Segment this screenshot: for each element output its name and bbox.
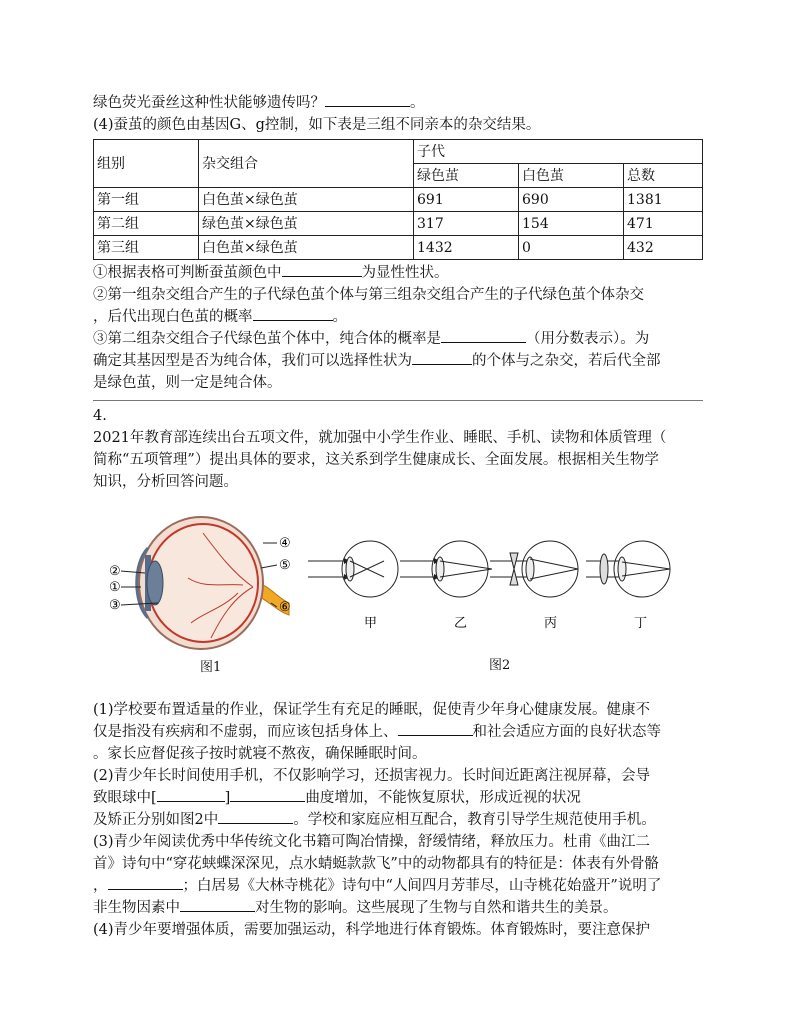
label-jia: 甲 [364,616,378,631]
answer-blank[interactable] [398,721,473,736]
answer-blank[interactable] [253,306,333,321]
q3-sub1: ①根据表格可判断蚕茧颜色中 为显性性状。 [93,262,703,284]
q4-part2: (2)青少年长时间使用手机，不仅影响学习，还损害视力。长时间近距离注视屏幕，会导 [93,768,651,784]
cross-result-table [93,139,703,260]
answer-blank[interactable] [325,92,410,107]
answer-blank[interactable] [157,787,225,802]
leader-line [261,565,277,568]
vision-correction-figure [308,535,678,645]
diagram-jia [308,541,398,597]
marker-3: ③ [109,598,121,613]
header-cross: 杂交组合 [199,140,414,188]
answer-blank[interactable] [230,787,305,802]
q4-part3: (3)青少年阅读优秀中华传统文化书籍可陶冶情操，舒缓情绪，释放压力。杜甫《曲江二 [93,834,651,850]
table-row: 第二组 绿色茧×绿色茧 317 154 471 [94,212,703,236]
header-offspring: 子代 [414,140,703,164]
retina-shape [148,524,258,642]
diagram-bing [490,541,578,597]
q4-number: 4. [93,408,107,424]
marker-5: ⑤ [279,558,291,573]
q4-part1: (1)学校要布置适量的作业，保证学生有充足的睡眠，促使青少年身心健康发展。健康不 [93,702,651,718]
marker-6: ⑥ [279,600,291,615]
header-group: 组别 [94,140,199,188]
label-yi: 乙 [454,616,468,631]
answer-blank[interactable] [282,262,362,277]
table-row: 第三组 白色茧×绿色茧 1432 0 432 [94,236,703,260]
answer-blank[interactable] [218,809,293,824]
marker-4: ④ [279,536,291,551]
answer-blank[interactable] [180,897,255,912]
answer-blank[interactable] [108,875,183,890]
marker-1: ① [109,580,121,595]
diagram-yi [400,541,492,597]
q4-part4: (4)青少年要增强体质，需要加强运动，科学地进行体育锻炼。体育锻炼时，要注意保护 [93,922,651,938]
question-divider [93,400,703,401]
figure1-caption: 图1 [200,660,222,675]
q3-sub2: ②第一组杂交组合产生的子代绿色茧个体与第三组杂交组合产生的子代绿色茧个体杂交 [93,287,644,303]
q3-line2: (4)蚕茧的颜色由基因G、g控制，如下表是三组不同亲本的杂交结果。 [93,117,541,133]
answer-blank[interactable] [441,328,526,343]
q4-intro: 2021年教育部连续出台五项文件，就加强中小学生作业、睡眠、手机、读物和体质管理（ [93,430,667,446]
label-bing: 丙 [544,616,558,631]
lens-shape [147,561,163,605]
header-total: 总数 [624,164,703,188]
figure2-caption: 图2 [489,658,511,673]
q3-line1: 绿色荧光蚕丝这种性状能够遗传吗？ 。 [93,92,703,114]
figures [93,497,703,697]
q3-sub3: ③第二组杂交组合子代绿色茧个体中，纯合体的概率是 （用分数表示）。为 [93,328,703,350]
header-white: 白色茧 [519,164,624,188]
answer-blank[interactable] [412,350,472,365]
diagram-ding [586,541,670,597]
table-row: 第一组 白色茧×绿色茧 691 690 1381 [94,188,703,212]
label-ding: 丁 [634,616,648,631]
worksheet: 绿色荧光蚕丝这种性状能够遗传吗？ 。 (4)蚕茧的颜色由基因G、g控制，如下表是三组不同亲本的杂交结果。 组别 杂交组合 子代 绿色茧 白色茧 总数 第一组 白色茧×绿色茧 691 690 1381 第二组 绿色茧×绿色茧 317 154 471 第三组 白色茧×绿色茧 1432 0 432 ①根据表格可判断蚕茧颜色中 为显性性状。 ②第一组杂交组合产生的子代绿色茧个体与第三组杂交组合产生的子代绿色茧个体杂交 ，后代出现白色茧的概率 。 ③第二组杂交组合子代绿色茧个体中，纯合体的概率是 （用分数表示）。为 确定其基因型是否为纯合体，我们可以选择性状为 的个体与之杂交，若后代全部 是绿色茧，则一定是纯合体。 4. 2021年教育部连续出台五项文件，就加强中小学生作业、睡眠、手机、读物和体质管理（ 简称“五项管理”）提出具体的要求，这关系到学生健康成长、全面发展。根据相关生物学 知识，分析回答问题。 ② ① ③ ④ ⑤ ⑥ 甲 乙 丙 丁 图1 图2 (1)学校要布置适量的作业，保证学生有充足的睡眠，促使青少年身心健康发展。健康不 仅是指没有疾病和不虚弱，而应该包括身体上、 和社会适应方面的良好状态等 。家长应督促孩子按时就寝不熬夜，确保睡眠时间。 (2)青少年长时间使用手机，不仅影响学习，还损害视力。长时间近距离注视屏幕，会导 致眼球中[ ] 曲度增加，不能恢复原状，形成近视的状况 及矫正分别如图2中 。学校和家庭应相互配合，教育引导学生规范使用手机。 (3)青少年阅读优秀中华传统文化书籍可陶冶情操，舒缓情绪，释放压力。杜甫《曲江二 首》诗句中“穿花蛱蝶深深见，点水蜻蜓款款飞”中的动物都具有的特征是：体表有外骨骼 ， ；白居易《大林寺桃花》诗句中“人间四月芳菲尽，山寺桃花始盛开”说明了 非生物因素中 对生物的影响。这些展现了生物与自然和谐共生的美景。 (4)青少年要增强体质，需要加强运动，科学地进行体育锻炼。体育锻炼时，要注意保护 [93,92,703,941]
header-green: 绿色茧 [414,164,519,188]
eye-diagram-figure [93,503,293,663]
marker-2: ② [109,564,121,579]
